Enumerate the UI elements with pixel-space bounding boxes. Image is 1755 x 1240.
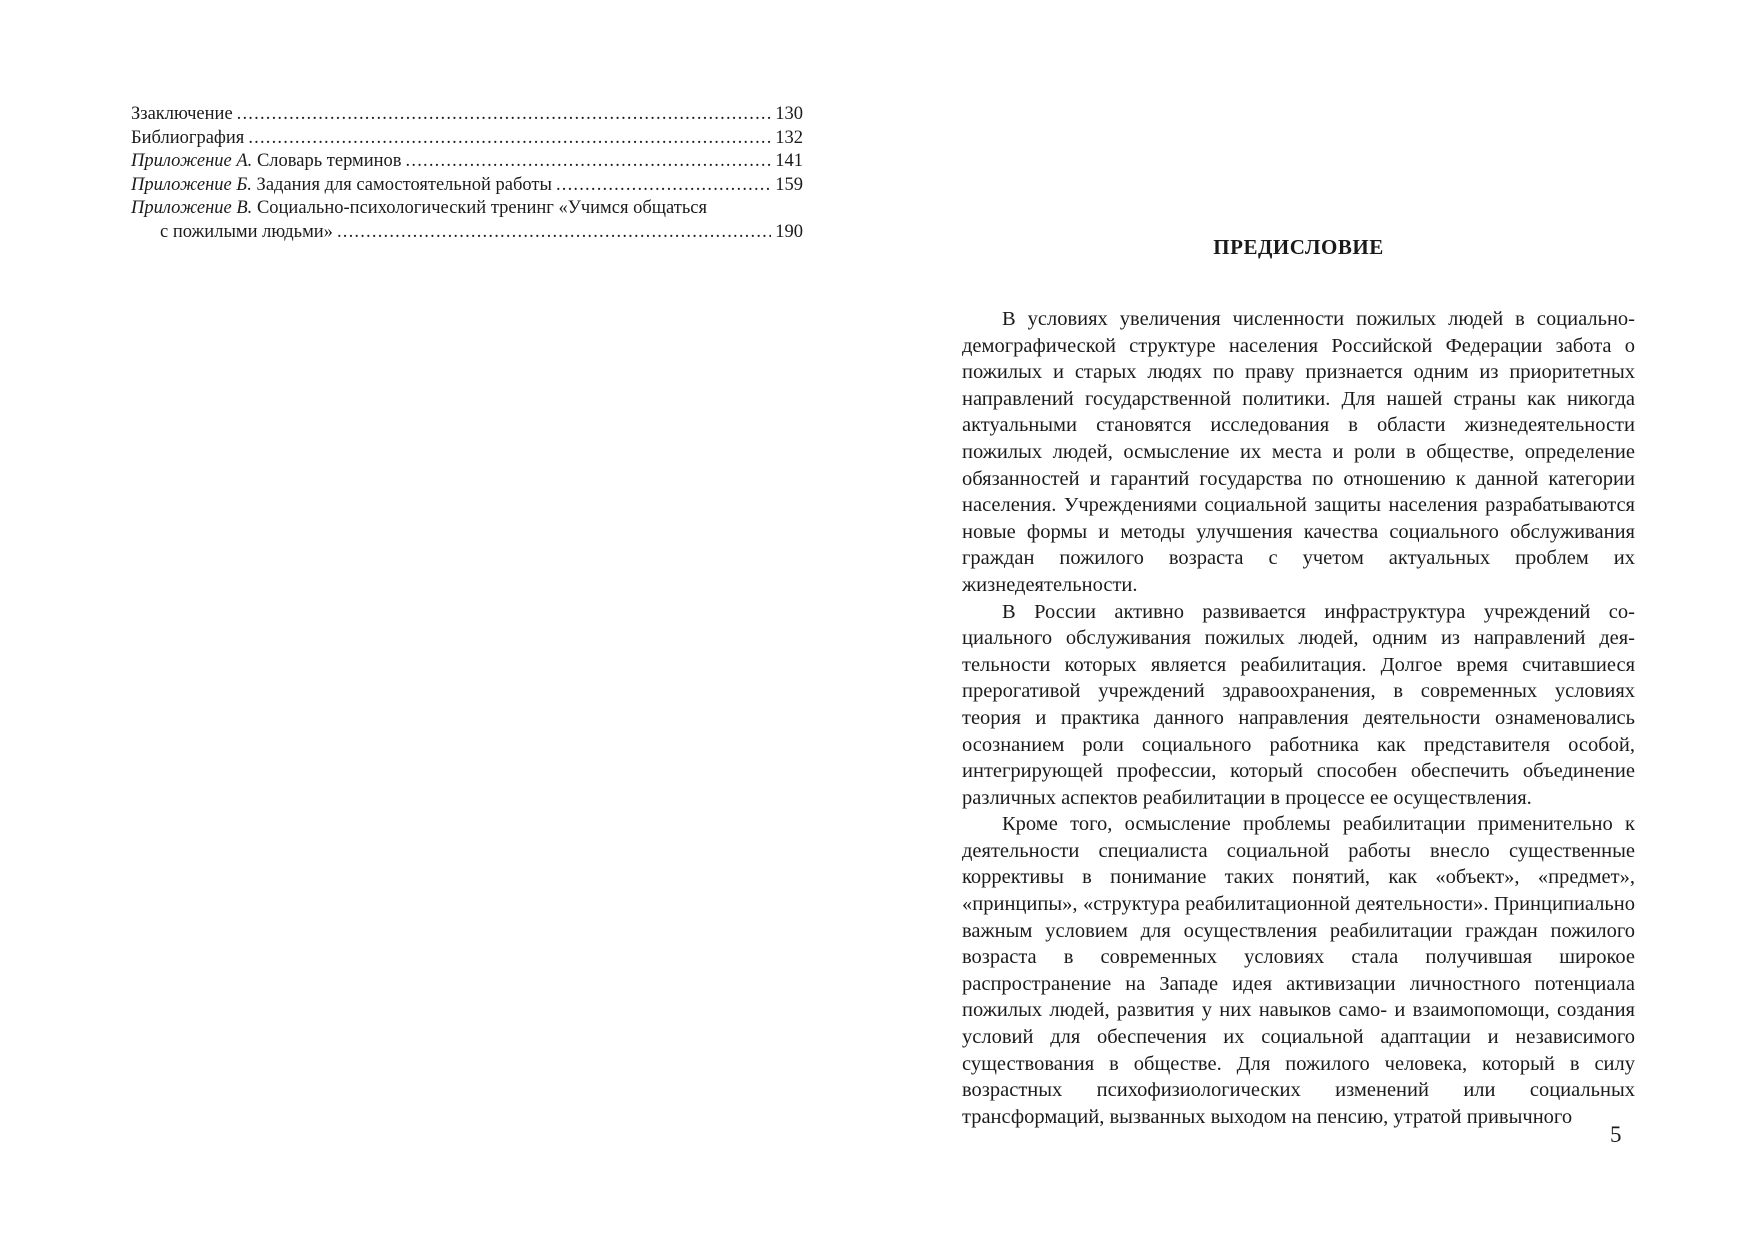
toc-entry-appendix-prefix: Приложение А. — [131, 151, 253, 172]
toc-entry-title: Задания для самостоятельной работы — [251, 174, 552, 195]
foreword-body — [962, 306, 1635, 1130]
toc-leader-dots — [556, 174, 771, 198]
table-of-contents — [131, 103, 803, 245]
toc-entry[interactable] — [131, 197, 803, 221]
toc-entry-page: 130 — [775, 104, 803, 124]
toc-entry[interactable] — [131, 103, 803, 127]
toc-entry[interactable] — [131, 127, 803, 151]
toc-entry-title: Словарь терминов — [252, 151, 402, 172]
toc-entry-page: 159 — [775, 174, 803, 195]
toc-entry-page: 132 — [775, 127, 803, 148]
toc-entry[interactable] — [131, 150, 803, 174]
paragraph: В условиях увеличения численности пожилых людей в социально-демографической структуре населения Российской Федерации забота о пожилых и старых людях по праву признается одним из приоритетных направлений государственной политики. Для нашей страны как никогда актуальными становятся исследования в области жизнедеятельности пожилых людей, осмысление их места и роли в обществе, определение обязанностей и гарантий государства по отношению к данной категории населения. Учреждениями социальной защиты населения разрабатываются новые формы и методы улучшения качества социального обслуживания граждан пожилого возраста с учетом актуальных проблем их жизнедеятельности. — [962, 308, 1635, 596]
toc-entry-title: Ззаключение — [131, 104, 233, 124]
toc-leader-dots — [406, 150, 772, 174]
toc-entry-title: Библиография — [131, 127, 245, 148]
toc-entry-label — [131, 150, 402, 174]
section-heading: ПРЕДИСЛОВИЕ — [1213, 235, 1384, 259]
toc-leader-dots — [337, 221, 771, 245]
toc-leader-dots — [248, 127, 771, 151]
toc-entry-page: 190 — [775, 221, 803, 242]
toc-entry-continuation[interactable] — [131, 221, 803, 245]
toc-entry-appendix-prefix: Приложение В. — [131, 198, 253, 219]
toc-leader-dots — [237, 103, 772, 127]
toc-entry-label — [131, 197, 707, 221]
toc-entry-appendix-prefix: Приложение Б. — [131, 174, 252, 195]
paragraph: Кроме того, осмысление проблемы реабилитации применительно к деятельности специалиста социальной работы внесло существенные коррективы в понимание таких понятий, как «объект», «предмет», «принципы», «структура реабилитационной деятельности». Принципиально важным условием для осуществления реабилитации граждан пожилого возраста в современных условиях стала получившая широкое распространение на Западе идея активизации личностного потенциала пожилых людей, развития у них навыков само- и взаимопомощи, создания условий для обеспечения их социальной адаптации и независимого существования в обществе. Для пожилого человека, который в силу возрастных психофизиологических изменений или социальных трансформаций, вызванных выходом на пенсию, утратой привычного — [962, 813, 1635, 1128]
toc-entry-label — [131, 174, 552, 198]
page-number: 5 — [1610, 1122, 1622, 1147]
toc-entry-page: 141 — [775, 151, 803, 172]
toc-entry[interactable] — [131, 174, 803, 198]
toc-entry-title: Социально-психологический тренинг «Учимся общаться — [252, 198, 707, 219]
paragraph: В России активно развивается инфраструктура учреждений социального обслуживания пожилых людей, одним из направлений деятельности которых является реабилитация. Долгое время считавшиеся прерогативой учреждений здравоохранения, в современных условиях теория и практика данного направления деятельности ознаменовались осознанием роли социального работника как представителя особой, интегрирующей профессии, который способен обеспечить объединение различных аспектов реабилитации в процессе ее осуществления. — [962, 600, 1635, 809]
toc-entry-title: с пожилыми людьми» — [160, 221, 333, 242]
right-page — [962, 232, 1635, 1130]
